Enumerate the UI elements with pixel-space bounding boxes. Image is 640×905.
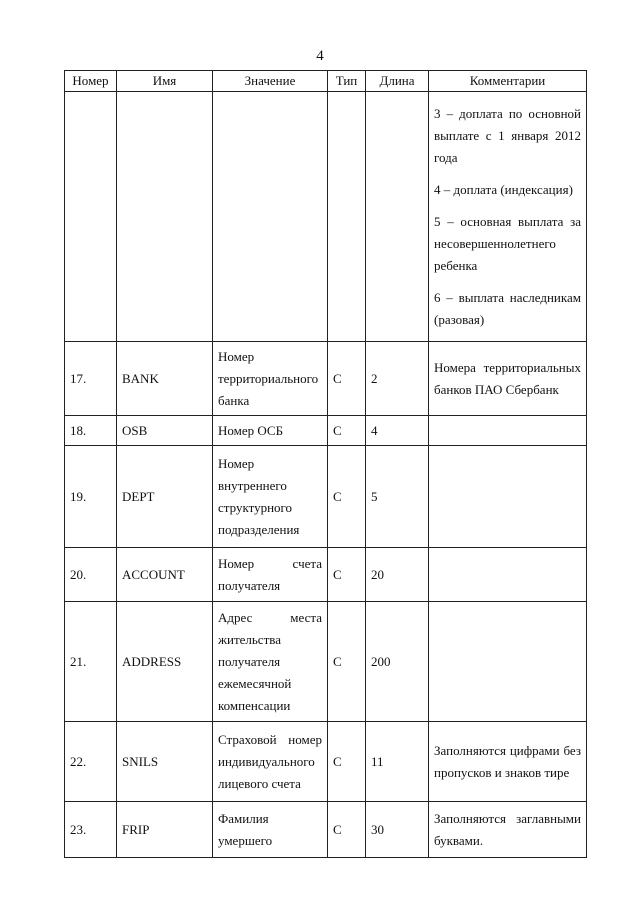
header-number: Номер [65,71,117,92]
header-length: Длина [366,71,429,92]
table-row-continuation [65,92,587,342]
cell-comments [429,548,587,602]
cell-length: 20 [366,548,429,602]
table-header-row [65,71,587,92]
cell-number: 21. [65,602,117,722]
cell-comments [429,416,587,446]
header-type: Тип [328,71,366,92]
cell-number: 19. [65,446,117,548]
cell-type: C [328,416,366,446]
cell-length: 200 [366,602,429,722]
cell-value: Номер ОСБ [213,416,328,446]
header-name: Имя [117,71,213,92]
cell-value: Адрес места жительства получателя ежемесячной компенсации [213,602,328,722]
table-row-address [65,602,587,722]
cell-comments: Заполняются заглавными буквами. [429,802,587,858]
cell-value: Номер территориального банка [213,342,328,416]
page-number: 4 [316,48,324,64]
comment-paragraph: 4 – доплата (индексация) [434,181,573,197]
cell-value: Фамилия умершего [213,802,328,858]
cell-name [117,92,213,342]
table-row-frip [65,802,587,858]
cell-type: C [328,548,366,602]
header-value: Значение [213,71,328,92]
comment-paragraph: 3 – доплата по основной выплате с 1 января 2012 года [434,105,581,165]
table-row-osb [65,416,587,446]
cell-type [328,92,366,342]
cell-comments: Номера территориальных банков ПАО Сбербанк [429,342,587,416]
cell-length: 4 [366,416,429,446]
cell-number: 17. [65,342,117,416]
cell-length: 2 [366,342,429,416]
cell-length: 30 [366,802,429,858]
cell-value [213,92,328,342]
table-row-dept [65,446,587,548]
cell-comments: Заполняются цифрами без пропусков и знаков тире [429,722,587,802]
cell-type: C [328,446,366,548]
cell-comments [429,602,587,722]
cell-number [65,92,117,342]
cell-type: C [328,722,366,802]
comment-paragraph: 6 – выплата наследникам (разовая) [434,289,581,327]
cell-name: DEPT [117,446,213,548]
cell-name: BANK [117,342,213,416]
table-row-bank [65,342,587,416]
cell-length [366,92,429,342]
cell-number: 18. [65,416,117,446]
cell-name: ADDRESS [117,602,213,722]
cell-value: Номер счета получателя [213,548,328,602]
cell-number: 23. [65,802,117,858]
cell-type: C [328,802,366,858]
cell-value: Страховой номер индивидуального лицевого счета [213,722,328,802]
cell-name: OSB [117,416,213,446]
cell-name: FRIP [117,802,213,858]
cell-type: C [328,342,366,416]
cell-name: SNILS [117,722,213,802]
table-row-snils [65,722,587,802]
cell-name: ACCOUNT [117,548,213,602]
cell-length: 11 [366,722,429,802]
cell-number: 22. [65,722,117,802]
table-row-account [65,548,587,602]
cell-comments [429,92,587,342]
header-comments: Комментарии [429,71,587,92]
cell-value: Номер внутреннего структурного подразделения [213,446,328,548]
field-spec-table [64,70,587,858]
cell-number: 20. [65,548,117,602]
cell-type: C [328,602,366,722]
comment-paragraph: 5 – основная выплата за несовершеннолетнего ребенка [434,213,581,273]
cell-length: 5 [366,446,429,548]
cell-comments [429,446,587,548]
